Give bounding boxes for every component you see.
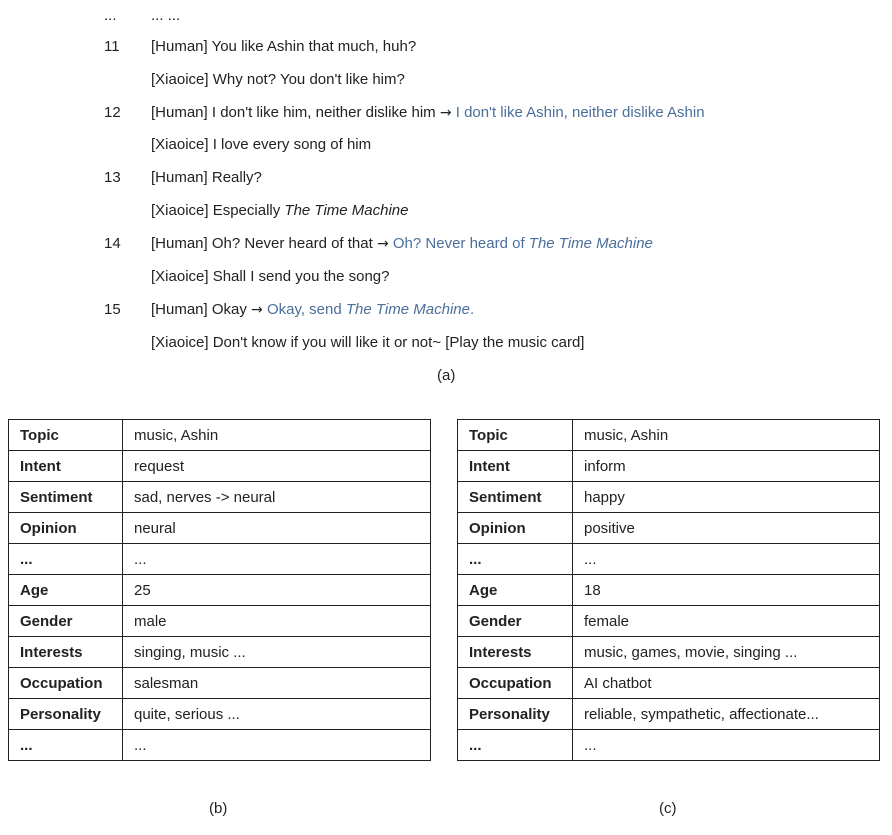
- row-key: Intent: [458, 451, 573, 482]
- table-row: [9, 730, 431, 761]
- row-value: ...: [123, 730, 431, 761]
- table-row: [9, 637, 431, 668]
- row-key: Age: [458, 575, 573, 606]
- table-row: [458, 420, 880, 451]
- rewrite-arrow-icon: →: [439, 105, 452, 121]
- rewritten-query: [267, 301, 474, 318]
- turn-number: 11: [104, 38, 120, 55]
- row-value: happy: [573, 482, 880, 513]
- row-value: request: [123, 451, 431, 482]
- row-value: ...: [123, 544, 431, 575]
- ellipsis-text: ... ...: [151, 7, 181, 24]
- table-row: [458, 606, 880, 637]
- row-key: Gender: [458, 606, 573, 637]
- row-key: Gender: [9, 606, 123, 637]
- row-key: Sentiment: [9, 482, 123, 513]
- ellipsis-number: ...: [104, 7, 117, 24]
- table-row: [458, 451, 880, 482]
- human-text: [Human] You like Ashin that much, huh?: [151, 38, 417, 55]
- human-utterance: [151, 234, 653, 254]
- caption-c: (c): [659, 800, 677, 817]
- xiaoice-utterance: [151, 201, 409, 221]
- row-key: ...: [9, 544, 123, 575]
- song-title: The Time Machine: [528, 235, 653, 252]
- human-text: [Human] Okay: [151, 301, 247, 318]
- row-value: music, Ashin: [123, 420, 431, 451]
- table-row: [458, 699, 880, 730]
- row-value: music, games, movie, singing ...: [573, 637, 880, 668]
- xiaoice-utterance: [151, 135, 371, 155]
- row-value: ...: [573, 544, 880, 575]
- human-utterance: [151, 103, 705, 123]
- human-utterance: [151, 168, 262, 188]
- xiaoice-utterance: [151, 333, 584, 353]
- row-value: 25: [123, 575, 431, 606]
- human-text: [Human] Oh? Never heard of that: [151, 235, 373, 252]
- table-row: [9, 606, 431, 637]
- song-title: The Time Machine: [284, 202, 409, 219]
- table-row: [9, 544, 431, 575]
- row-key: Interests: [458, 637, 573, 668]
- song-title: The Time Machine: [345, 301, 470, 318]
- row-value: neural: [123, 513, 431, 544]
- table-row: [458, 482, 880, 513]
- xiaoice-utterance: [151, 70, 405, 90]
- table-row: [458, 730, 880, 761]
- table-row: [458, 513, 880, 544]
- row-value: female: [573, 606, 880, 637]
- human-utterance: [151, 37, 416, 57]
- table-row: [9, 482, 431, 513]
- row-key: Occupation: [9, 668, 123, 699]
- xiaoice-text: [Xiaoice] Why not? You don't like him?: [151, 71, 405, 88]
- xiaoice-text: [Xiaoice] Especially: [151, 202, 285, 219]
- row-value: quite, serious ...: [123, 699, 431, 730]
- table-row: [9, 513, 431, 544]
- caption-a: (a): [437, 367, 456, 384]
- rewrite-arrow-icon: →: [251, 302, 263, 318]
- row-key: Sentiment: [458, 482, 573, 513]
- row-value: positive: [573, 513, 880, 544]
- row-key: Opinion: [458, 513, 573, 544]
- rewrite-text: Oh? Never heard of: [392, 235, 529, 252]
- row-key: Topic: [458, 420, 573, 451]
- rewrite-text-end: .: [469, 301, 475, 318]
- xiaoice-utterance: [151, 267, 390, 287]
- row-key: Interests: [9, 637, 123, 668]
- turn-number: 15: [104, 301, 121, 318]
- row-key: Opinion: [9, 513, 123, 544]
- row-key: Age: [9, 575, 123, 606]
- xiaoice-text: [Xiaoice] Shall I send you the song?: [151, 268, 390, 285]
- row-value: reliable, sympathetic, affectionate...: [573, 699, 880, 730]
- rewritten-query: [393, 235, 653, 252]
- xiaoice-persona-table: [457, 419, 880, 761]
- turn-number: 14: [104, 235, 121, 252]
- row-value: salesman: [123, 668, 431, 699]
- table-row: [9, 668, 431, 699]
- table-row: [458, 575, 880, 606]
- table-row: [9, 420, 431, 451]
- human-text: [Human] Really?: [151, 169, 262, 186]
- row-value: music, Ashin: [573, 420, 880, 451]
- table-row: [9, 699, 431, 730]
- row-value: 18: [573, 575, 880, 606]
- row-key: Occupation: [458, 668, 573, 699]
- caption-b: (b): [209, 800, 228, 817]
- table-row: [9, 575, 431, 606]
- row-value: sad, nerves -> neural: [123, 482, 431, 513]
- rewrite-arrow-icon: →: [376, 236, 389, 252]
- human-text: [Human] I don't like him, neither dislike him: [151, 104, 436, 121]
- row-value: singing, music ...: [123, 637, 431, 668]
- table-row: [458, 637, 880, 668]
- table-row: [458, 668, 880, 699]
- user-profile-table: [8, 419, 431, 761]
- table-row: [9, 451, 431, 482]
- turn-number: 13: [104, 169, 121, 186]
- row-key: Personality: [9, 699, 123, 730]
- table-row: [458, 544, 880, 575]
- row-key: Personality: [458, 699, 573, 730]
- row-key: Intent: [9, 451, 123, 482]
- row-value: inform: [573, 451, 880, 482]
- xiaoice-text: [Xiaoice] Don't know if you will like it or not~ [Play the music card]: [151, 334, 585, 351]
- row-key: ...: [458, 544, 573, 575]
- dialogue-figure: [0, 0, 892, 395]
- turn-number: 12: [104, 104, 121, 121]
- xiaoice-text: [Xiaoice] I love every song of him: [151, 136, 372, 153]
- row-key: ...: [458, 730, 573, 761]
- rewrite-text: Okay, send: [266, 301, 346, 318]
- row-value: male: [123, 606, 431, 637]
- row-value: ...: [573, 730, 880, 761]
- row-key: Topic: [9, 420, 123, 451]
- row-value: AI chatbot: [573, 668, 880, 699]
- human-utterance: [151, 300, 474, 320]
- row-key: ...: [9, 730, 123, 761]
- rewritten-query: I don't like Ashin, neither dislike Ashin: [455, 104, 705, 121]
